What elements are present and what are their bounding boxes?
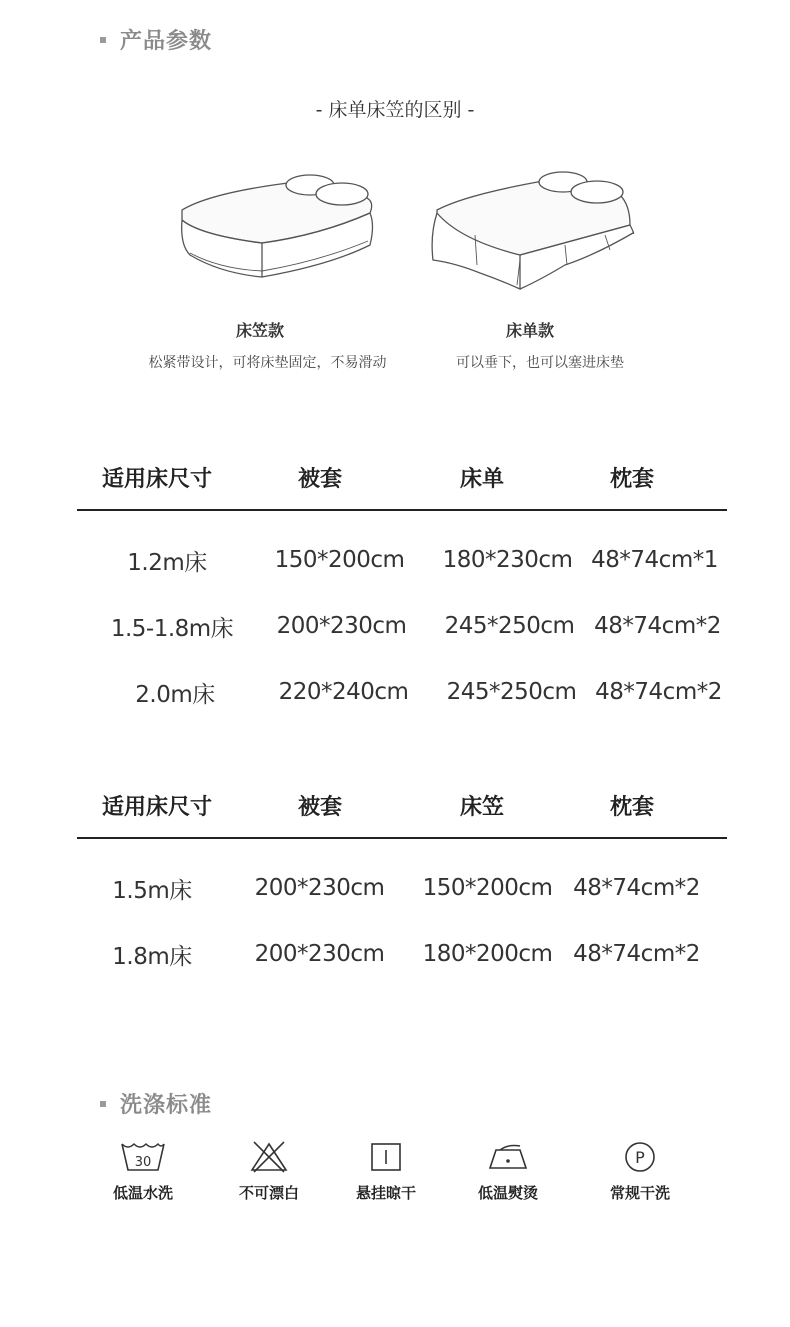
- table-cell: 200*230cm: [276, 613, 407, 639]
- size-table-flat-sheet: [77, 445, 727, 725]
- table-cell: 150*200cm: [274, 547, 405, 573]
- wash-label: 低温水洗: [112, 1184, 173, 1202]
- table-cell: 48*74cm*2: [573, 875, 700, 901]
- table-cell: 180*200cm: [422, 941, 553, 967]
- section-title-wash: [100, 1088, 212, 1119]
- wash-item: [214, 1140, 324, 1203]
- table-cell: 48*74cm*2: [595, 679, 722, 705]
- table-row: [77, 593, 727, 659]
- header-cell: 枕套: [609, 466, 654, 492]
- flat-sheet-label: 床单款: [505, 321, 554, 340]
- wash-item: [453, 1140, 563, 1203]
- bullet-icon: [100, 37, 106, 43]
- wash-label: 常规干洗: [609, 1184, 670, 1202]
- section-title-params: [100, 24, 212, 55]
- section-title-text: 产品参数: [120, 29, 213, 54]
- table-cell: 200*230cm: [254, 875, 385, 901]
- header-cell: 适用床尺寸: [101, 794, 212, 820]
- table-row: [77, 855, 727, 921]
- diagram-caption: - 床单床笠的区别 -: [315, 99, 475, 121]
- svg-text:P: P: [635, 1148, 645, 1167]
- bullet-icon: [100, 1101, 106, 1107]
- size-table-fitted-sheet: [77, 773, 727, 987]
- wash-item: [585, 1140, 695, 1203]
- table-cell: 48*74cm*1: [591, 547, 718, 573]
- table-cell: 200*230cm: [254, 941, 385, 967]
- fitted-sheet-label: 床笠款: [235, 321, 284, 340]
- header-cell: 被套: [297, 466, 342, 492]
- wash-label: 低温熨烫: [477, 1184, 538, 1202]
- wash-label: 不可漂白: [238, 1184, 299, 1202]
- low-iron-icon: [486, 1140, 530, 1174]
- table-row: [77, 527, 727, 593]
- table-cell: 245*250cm: [446, 679, 577, 705]
- table-cell: 1.8m床: [112, 943, 192, 970]
- table-row: [77, 659, 727, 725]
- no-bleach-icon: [248, 1140, 290, 1174]
- table-header: [77, 445, 727, 511]
- dry-clean-p-icon: [622, 1140, 658, 1174]
- fitted-sheet-bed-illustration: [170, 165, 385, 290]
- wash-item: [331, 1140, 441, 1203]
- table-cell: 1.5-1.8m床: [110, 615, 234, 642]
- section-title-text: 洗涤标准: [120, 1093, 213, 1118]
- wash-label: 悬挂晾干: [355, 1184, 416, 1202]
- table-header: [77, 773, 727, 839]
- fitted-sheet-desc: 松紧带设计，可将床垫固定，不易滑动: [148, 355, 387, 371]
- hang-dry-icon: [369, 1140, 403, 1174]
- flat-sheet-desc: 可以垂下，也可以塞进床垫: [456, 355, 624, 371]
- table-cell: 48*74cm*2: [594, 613, 721, 639]
- table-cell: 48*74cm*2: [573, 941, 700, 967]
- table-cell: 180*230cm: [442, 547, 573, 573]
- table-cell: 1.5m床: [112, 877, 192, 904]
- table-cell: 220*240cm: [278, 679, 409, 705]
- flat-sheet-bed-illustration: [425, 165, 640, 293]
- header-cell: 床笠: [459, 794, 504, 820]
- table-cell: 2.0m床: [135, 681, 215, 708]
- table-cell: 1.2m床: [127, 549, 207, 576]
- header-cell: 枕套: [609, 794, 654, 820]
- table-cell: 245*250cm: [444, 613, 575, 639]
- wash-30-icon: [120, 1140, 166, 1174]
- header-cell: 适用床尺寸: [101, 466, 212, 492]
- header-cell: 被套: [297, 794, 342, 820]
- header-cell: 床单: [459, 466, 504, 492]
- table-cell: 150*200cm: [422, 875, 553, 901]
- wash-item: [88, 1140, 198, 1203]
- svg-text:30: 30: [134, 1155, 152, 1170]
- table-row: [77, 921, 727, 987]
